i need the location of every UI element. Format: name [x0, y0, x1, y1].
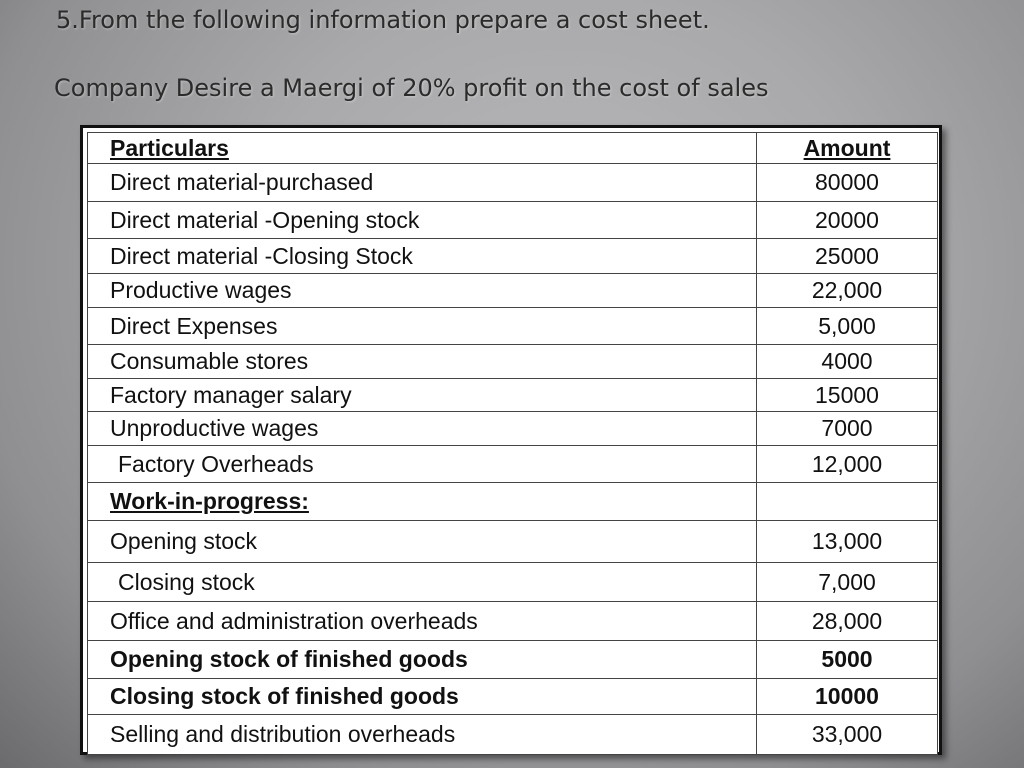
amount-cell: 7,000 — [757, 563, 938, 602]
amount-cell: 20000 — [757, 202, 938, 239]
particular-cell: Closing stock of finished goods — [88, 679, 757, 715]
amount-cell — [757, 483, 938, 521]
particular-cell: Opening stock of finished goods — [88, 641, 757, 679]
amount-cell: 12,000 — [757, 446, 938, 483]
particular-cell: Opening stock — [88, 521, 757, 563]
table-row — [88, 446, 938, 483]
table-row — [88, 679, 938, 715]
amount-cell: 25000 — [757, 239, 938, 274]
particular-cell: Direct material -Closing Stock — [88, 239, 757, 274]
particular-cell: Factory manager salary — [88, 379, 757, 412]
particular-cell: Consumable stores — [88, 345, 757, 379]
particular-cell: Closing stock — [88, 563, 757, 602]
table-row — [88, 563, 938, 602]
table-row — [88, 602, 938, 641]
table-row — [88, 345, 938, 379]
particular-cell: Direct Expenses — [88, 308, 757, 345]
table-row — [88, 308, 938, 345]
particular-cell: Direct material-purchased — [88, 164, 757, 202]
amount-cell: 5,000 — [757, 308, 938, 345]
amount-cell: 5000 — [757, 641, 938, 679]
cost-data-table — [87, 132, 938, 755]
amount-cell: 15000 — [757, 379, 938, 412]
particular-cell: Productive wages — [88, 274, 757, 308]
table-row — [88, 483, 938, 521]
amount-cell: 7000 — [757, 412, 938, 446]
section-heading-wip: Work-in-progress: — [88, 483, 757, 521]
amount-cell: 13,000 — [757, 521, 938, 563]
particular-cell: Unproductive wages — [88, 412, 757, 446]
amount-cell: 10000 — [757, 679, 938, 715]
table-row — [88, 521, 938, 563]
header-amount: Amount — [757, 133, 938, 164]
amount-cell: 4000 — [757, 345, 938, 379]
amount-cell: 22,000 — [757, 274, 938, 308]
cost-table-frame — [80, 125, 942, 755]
amount-cell: 33,000 — [757, 715, 938, 755]
table-row — [88, 641, 938, 679]
table-row — [88, 164, 938, 202]
particular-cell: Factory Overheads — [88, 446, 757, 483]
table-row — [88, 379, 938, 412]
amount-cell: 28,000 — [757, 602, 938, 641]
table-row — [88, 412, 938, 446]
amount-cell: 80000 — [757, 164, 938, 202]
particular-cell: Direct material -Opening stock — [88, 202, 757, 239]
slide-subtitle: Company Desire a Maergi of 20% profit on the cost of sales — [54, 74, 769, 102]
slide-title: 5.From the following information prepare a cost sheet. — [56, 6, 710, 34]
table-row — [88, 274, 938, 308]
table-row — [88, 202, 938, 239]
table-row — [88, 715, 938, 755]
table-row — [88, 239, 938, 274]
particular-cell: Selling and distribution overheads — [88, 715, 757, 755]
header-particulars: Particulars — [88, 133, 757, 164]
particular-cell: Office and administration overheads — [88, 602, 757, 641]
table-header-row — [88, 133, 938, 164]
